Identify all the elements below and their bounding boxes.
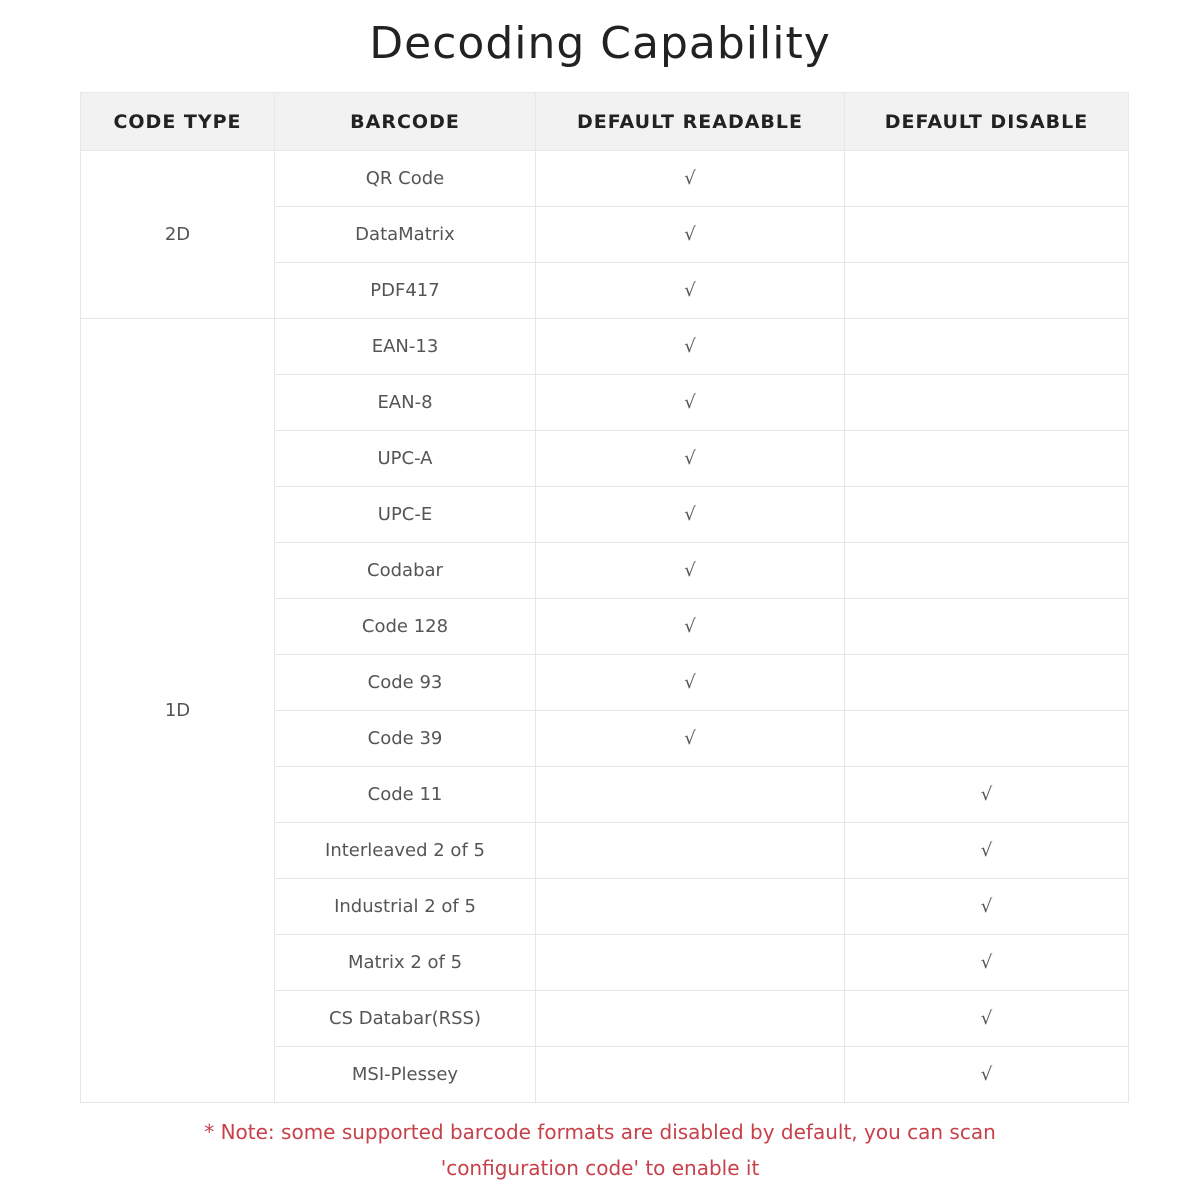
default-disable-check: √ bbox=[845, 1047, 1129, 1103]
default-readable-check: √ bbox=[536, 543, 845, 599]
decoding-capability-table bbox=[80, 92, 1129, 1103]
barcode-cell: Codabar bbox=[275, 543, 536, 599]
default-disable-check bbox=[845, 319, 1129, 375]
table-row bbox=[81, 319, 1129, 375]
default-readable-check: √ bbox=[536, 207, 845, 263]
default-readable-check: √ bbox=[536, 151, 845, 207]
code-type-cell: 1D bbox=[81, 319, 275, 1103]
default-readable-check: √ bbox=[536, 375, 845, 431]
barcode-cell: Interleaved 2 of 5 bbox=[275, 823, 536, 879]
barcode-cell: UPC-E bbox=[275, 487, 536, 543]
barcode-cell: MSI-Plessey bbox=[275, 1047, 536, 1103]
default-disable-check bbox=[845, 543, 1129, 599]
default-disable-check bbox=[845, 375, 1129, 431]
default-readable-check bbox=[536, 1047, 845, 1103]
default-readable-check: √ bbox=[536, 655, 845, 711]
page-title: Decoding Capability bbox=[369, 18, 831, 69]
header-default-readable: DEFAULT READABLE bbox=[536, 93, 845, 151]
default-readable-check bbox=[536, 991, 845, 1047]
barcode-cell: Industrial 2 of 5 bbox=[275, 879, 536, 935]
barcode-cell: Matrix 2 of 5 bbox=[275, 935, 536, 991]
table-header-row bbox=[81, 93, 1129, 151]
default-disable-check: √ bbox=[845, 879, 1129, 935]
default-readable-check: √ bbox=[536, 711, 845, 767]
code-type-cell: 2D bbox=[81, 151, 275, 319]
default-disable-check bbox=[845, 207, 1129, 263]
default-disable-check bbox=[845, 431, 1129, 487]
default-disable-check bbox=[845, 599, 1129, 655]
default-readable-check: √ bbox=[536, 487, 845, 543]
header-barcode: BARCODE bbox=[275, 93, 536, 151]
default-disable-check bbox=[845, 263, 1129, 319]
barcode-cell: UPC-A bbox=[275, 431, 536, 487]
barcode-cell: Code 11 bbox=[275, 767, 536, 823]
default-readable-check bbox=[536, 823, 845, 879]
header-code-type: CODE TYPE bbox=[81, 93, 275, 151]
barcode-cell: Code 128 bbox=[275, 599, 536, 655]
default-readable-check: √ bbox=[536, 599, 845, 655]
default-disable-check: √ bbox=[845, 935, 1129, 991]
barcode-cell: QR Code bbox=[275, 151, 536, 207]
barcode-cell: Code 39 bbox=[275, 711, 536, 767]
default-readable-check: √ bbox=[536, 263, 845, 319]
footnote bbox=[0, 1114, 1200, 1186]
table-row bbox=[81, 151, 1129, 207]
default-readable-check bbox=[536, 935, 845, 991]
header-default-disable: DEFAULT DISABLE bbox=[845, 93, 1129, 151]
default-disable-check bbox=[845, 487, 1129, 543]
default-disable-check bbox=[845, 711, 1129, 767]
barcode-cell: EAN-8 bbox=[275, 375, 536, 431]
default-disable-check bbox=[845, 151, 1129, 207]
default-readable-check: √ bbox=[536, 319, 845, 375]
default-disable-check bbox=[845, 655, 1129, 711]
default-disable-check: √ bbox=[845, 991, 1129, 1047]
barcode-cell: CS Databar(RSS) bbox=[275, 991, 536, 1047]
barcode-cell: EAN-13 bbox=[275, 319, 536, 375]
default-disable-check: √ bbox=[845, 823, 1129, 879]
barcode-cell: Code 93 bbox=[275, 655, 536, 711]
footnote-line-2: 'configuration code' to enable it bbox=[440, 1156, 760, 1180]
default-readable-check bbox=[536, 767, 845, 823]
default-readable-check bbox=[536, 879, 845, 935]
default-disable-check: √ bbox=[845, 767, 1129, 823]
footnote-line-1: * Note: some supported barcode formats are disabled by default, you can scan bbox=[204, 1120, 996, 1144]
default-readable-check: √ bbox=[536, 431, 845, 487]
barcode-cell: DataMatrix bbox=[275, 207, 536, 263]
table-body bbox=[81, 151, 1129, 1103]
barcode-cell: PDF417 bbox=[275, 263, 536, 319]
